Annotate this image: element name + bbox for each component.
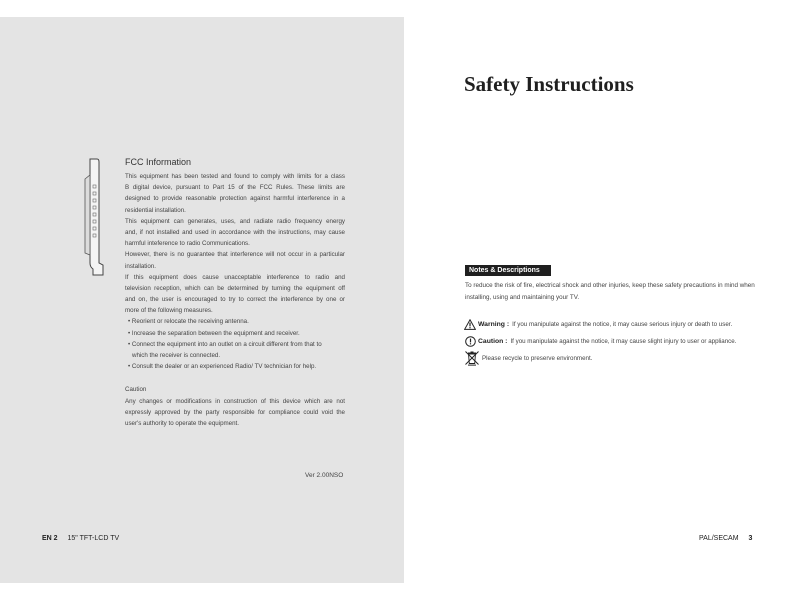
warning-note bbox=[464, 317, 732, 331]
page-title: Safety Instructions bbox=[464, 72, 634, 96]
fcc-bullet-item: • Connect the equipment into an outlet on a circuit different from that to bbox=[128, 340, 322, 348]
broadcast-system: PAL/SECAM bbox=[699, 535, 739, 542]
caution-label: Caution : bbox=[478, 337, 508, 345]
fcc-paragraph-line: residential installation. bbox=[125, 206, 186, 214]
warning-triangle-icon bbox=[464, 318, 476, 330]
caution-paragraph-line: Any changes or modifications in construction of this device which are not bbox=[125, 397, 345, 405]
fcc-paragraph-line: designed to provide reasonable protection against harmful interference in a bbox=[125, 195, 345, 203]
fcc-paragraph-line: installation. bbox=[125, 262, 156, 270]
fcc-paragraph-line: and, if not installed and used in accordance with the instructions, may cause bbox=[125, 228, 345, 236]
caution-paragraph-line: user's authority to operate the equipment. bbox=[125, 420, 240, 428]
section-badge: Notes & Descriptions bbox=[465, 265, 551, 276]
fcc-paragraph-line: This equipment has been tested and found to comply with limits for a class bbox=[125, 173, 345, 180]
tv-side-view-illustration bbox=[84, 157, 106, 277]
fcc-bullet-item: • Reorient or relocate the receiving antenna. bbox=[128, 318, 249, 326]
page-number: EN 2 bbox=[42, 535, 58, 542]
footer-right bbox=[699, 535, 752, 542]
fcc-bullet-item: • Increase the separation between the equipment and receiver. bbox=[128, 329, 300, 337]
recycle-note bbox=[464, 351, 592, 365]
fcc-bullet-item: • Consult the dealer or an experienced Radio/ TV technician for help. bbox=[128, 363, 317, 371]
version-label: Ver 2.00NSO bbox=[305, 472, 344, 479]
fcc-title: FCC Information bbox=[125, 157, 192, 167]
fcc-paragraph-line: However, there is no guarantee that interference will not occur in a particular bbox=[125, 251, 345, 259]
fcc-bullet-continuation: which the receiver is connected. bbox=[132, 352, 221, 360]
intro-paragraph: To reduce the risk of fire, electrical shock and other injuries, keep these safety precautions in mind when installing, using and maintaining your TV. bbox=[465, 282, 755, 301]
fcc-paragraph-line: If this equipment does cause unacceptable interference to radio and bbox=[125, 273, 345, 281]
fcc-paragraph-line: more of the following measures. bbox=[125, 307, 213, 315]
warning-text: If you manipulate against the notice, it may cause serious injury or death to user. bbox=[512, 320, 733, 328]
model-name: 15" TFT-LCD TV bbox=[67, 535, 120, 542]
recycle-text: Please recycle to preserve environment. bbox=[482, 354, 593, 362]
caution-text: If you manipulate against the notice, it may cause slight injury to user or appliance. bbox=[510, 337, 737, 345]
fcc-paragraph-line: This equipment can generates, uses, and radiate radio frequency energy bbox=[125, 217, 345, 225]
caution-circle-icon bbox=[464, 335, 476, 347]
recycle-bin-icon bbox=[464, 350, 480, 366]
caution-note bbox=[464, 334, 736, 348]
warning-label: Warning : bbox=[478, 320, 510, 328]
fcc-paragraph-line: and on, the user is encouraged to try to correct the interference by one or bbox=[125, 296, 345, 304]
fcc-paragraph-line: B digital device, pursuant to Part 15 of the FCC Rules. These limits are bbox=[125, 184, 345, 192]
fcc-paragraph-line: harmful inteference to radio Communications. bbox=[125, 240, 250, 248]
page-number: 3 bbox=[748, 535, 753, 542]
caution-paragraph-line: expressly approved by the party responsible for compliance could void the bbox=[125, 408, 345, 416]
fcc-information bbox=[125, 157, 345, 429]
footer-left bbox=[42, 535, 119, 542]
caution-title: Caution bbox=[125, 386, 147, 394]
fcc-paragraph-line: television reception, which can be determined by turning the equipment off bbox=[125, 284, 345, 292]
